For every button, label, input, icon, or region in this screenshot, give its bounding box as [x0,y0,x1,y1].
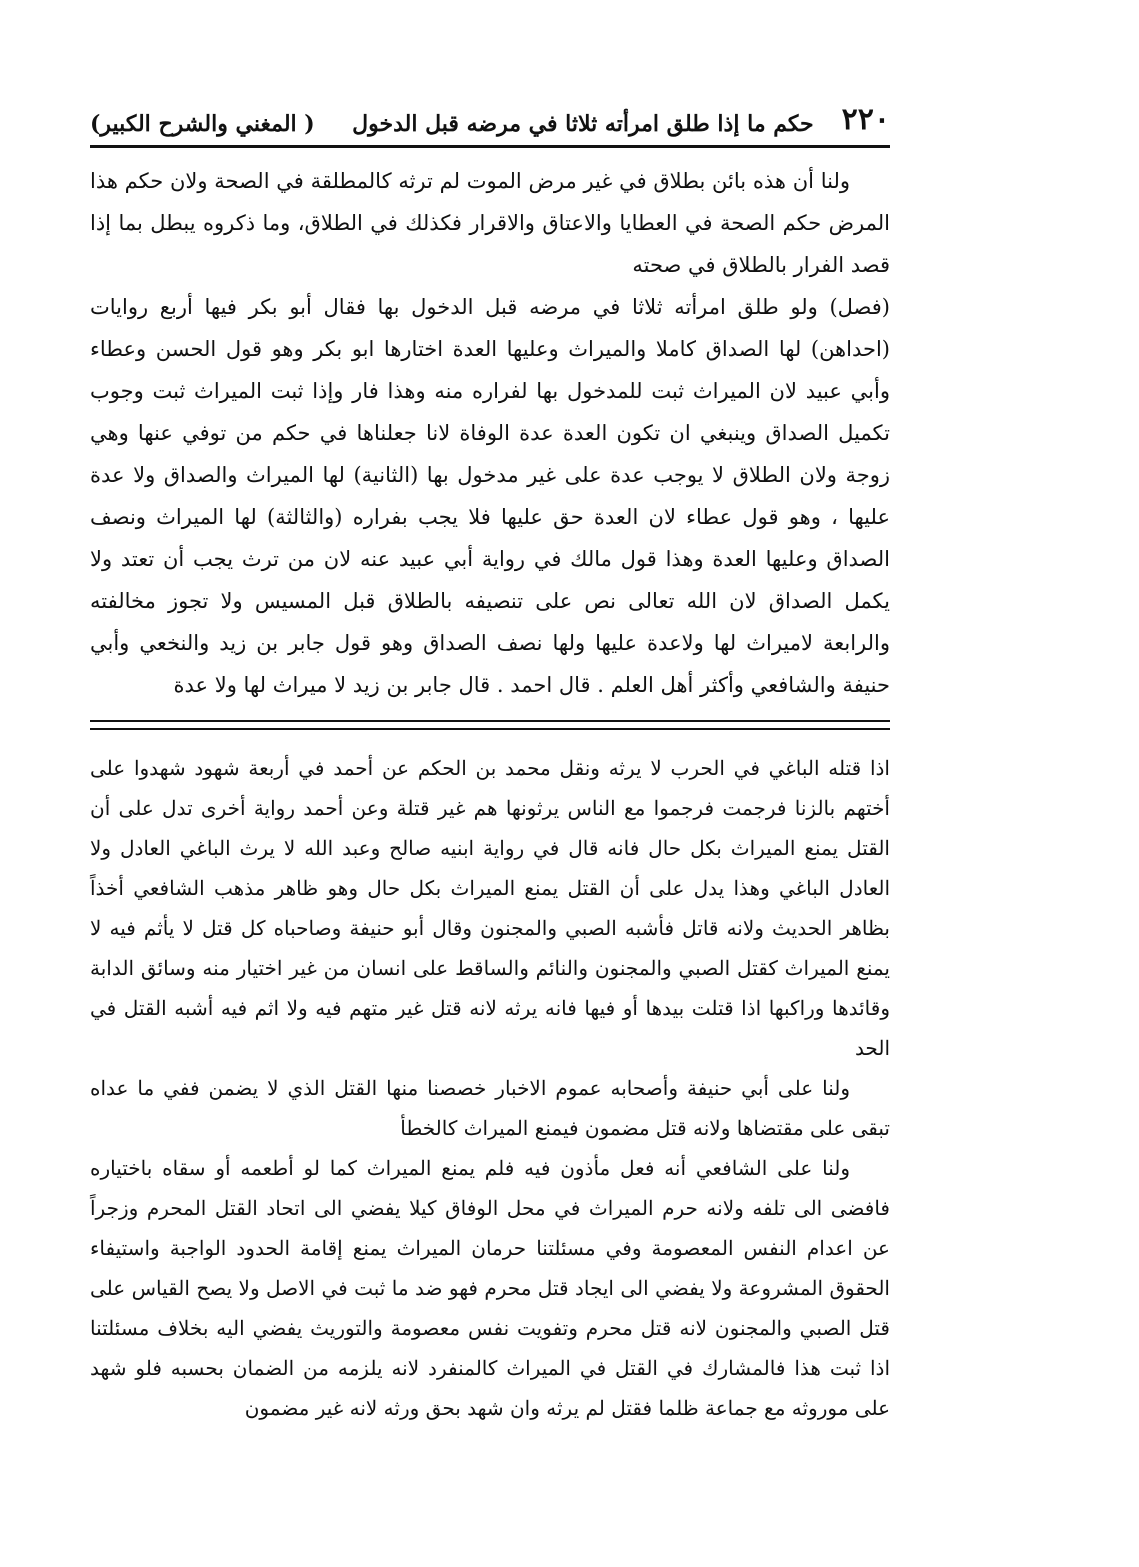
section-divider [90,720,890,730]
main-paragraph: (فصل) ولو طلق امرأته ثلاثا في مرضه قبل الدخول بها فقال أبو بكر فيها أربع روايات (احداهن) لها الصداق كاملا والميراث وعليها العدة اختارها ابو بكر وهو قول الحسن وعطاء وأبي عبيد لان الميراث ثبت للمدخول بها لفراره منه وهذا فار وإذا ثبت الميراث ثبت وجوب تكميل الصداق وينبغي ان تكون العدة عدة الوفاة لانا جعلناها في حكم من توفي عنها وهي زوجة ولان الطلاق لا يوجب عدة على غير مدخول بها (الثانية) لها الميراث والصداق ولا عدة عليها ، وهو قول عطاء لان العدة حق عليها فلا يجب بفراره (والثالثة) لها الميراث ونصف الصداق وعليها العدة وهذا قول مالك في رواية أبي عبيد عنه لان من ترث يجب أن تعتد ولا يكمل الصداق لان الله تعالى نص على تنصيفه بالطلاق قبل المسيس ولا تجوز مخالفته والرابعة لاميراث لها ولاعدة عليها ولها نصف الصداق وهو قول جابر بن زيد والنخعي وأبي حنيفة والشافعي وأكثر أهل العلم . قال احمد . قال جابر بن زيد لا ميراث لها ولا عدة [90,295,890,697]
footnote-paragraph: اذا قتله الباغي في الحرب لا يرثه ونقل محمد بن الحكم عن أحمد في أربعة شهود شهدوا على أختهم بالزنا فرجمت فرجموا مع الناس يرثونها هم غير قتلة وعن أحمد رواية أخرى تدل على أن القتل يمنع الميراث بكل حال فانه قال في رواية ابنيه صالح وعبد الله لا يرث الباغي العادل ولا العادل الباغي وهذا يدل على أن القتل يمنع الميراث بكل حال وهو ظاهر مذهب الشافعي أخذاً بظاهر الحديث ولانه قاتل فأشبه الصبي والمجنون وقال أبو حنيفة وصاحباه كل قتل لا يأثم فيه لا يمنع الميراث كقتل الصبي والمجنون والنائم والساقط على انسان من غير اختيار منه وسائق الدابة وقائدها وراكبها اذا قتلت بيدها أو فيها فانه يرثه لانه قتل غير متهم فيه ولا اثم فيه أشبه القتل في الحد [90,756,890,1060]
footnote-paragraph: ولنا على الشافعي أنه فعل مأذون فيه فلم يمنع الميراث كما لو أطعمه أو سقاه باختياره فافضى الى تلفه ولانه حرم الميراث في محل الوفاق كيلا يفضي الى اتحاد القتل المحرم وزجراً عن اعدام النفس المعصومة وفي مسئلتنا حرمان الميراث يمنع إقامة الحدود الواجبة واستيفاء الحقوق المشروعة ولا يفضي الى ايجاد قتل محرم فهو ضد ما ثبت في الاصل ولا يصح القياس على قتل الصبي والمجنون لانه قتل محرم وتفويت نفس معصومة والتوريث يفضي اليه بخلاف مسئلتنا اذا ثبت هذا فالمشارك في القتل في الميراث كالمنفرد لانه يلزمه من الضمان بحسبه فلو شهد على موروثه مع جماعة ظلما فقتل لم يرثه وان شهد بحق ورثه لانه غير مضمون [90,1156,890,1420]
header-right-group [352,102,890,137]
footnote-text [90,748,890,1428]
book-title: ( المغني والشرح الكبير) [90,111,315,137]
main-text [90,160,890,706]
page-number: ٢٢٠ [841,102,890,137]
footnote-paragraph: ولنا على أبي حنيفة وأصحابه عموم الاخبار خصصنا منها القتل الذي لا يضمن ففي ما عداه تبقى على مقتضاها ولانه قتل مضمون فيمنع الميراث كالخطأ [90,1076,890,1140]
page-header [90,88,890,148]
main-paragraph: ولنا أن هذه بائن بطلاق في غير مرض الموت لم ترثه كالمطلقة في الصحة ولان حكم هذا المرض حكم الصحة في العطايا والاعتاق والاقرار فكذلك في الطلاق، وما ذكروه يبطل بما إذا قصد الفرار بالطلاق في صحته [90,169,890,277]
running-title: حكم ما إذا طلق امرأته ثلاثا في مرضه قبل الدخول [352,111,814,137]
book-page [90,88,890,1508]
